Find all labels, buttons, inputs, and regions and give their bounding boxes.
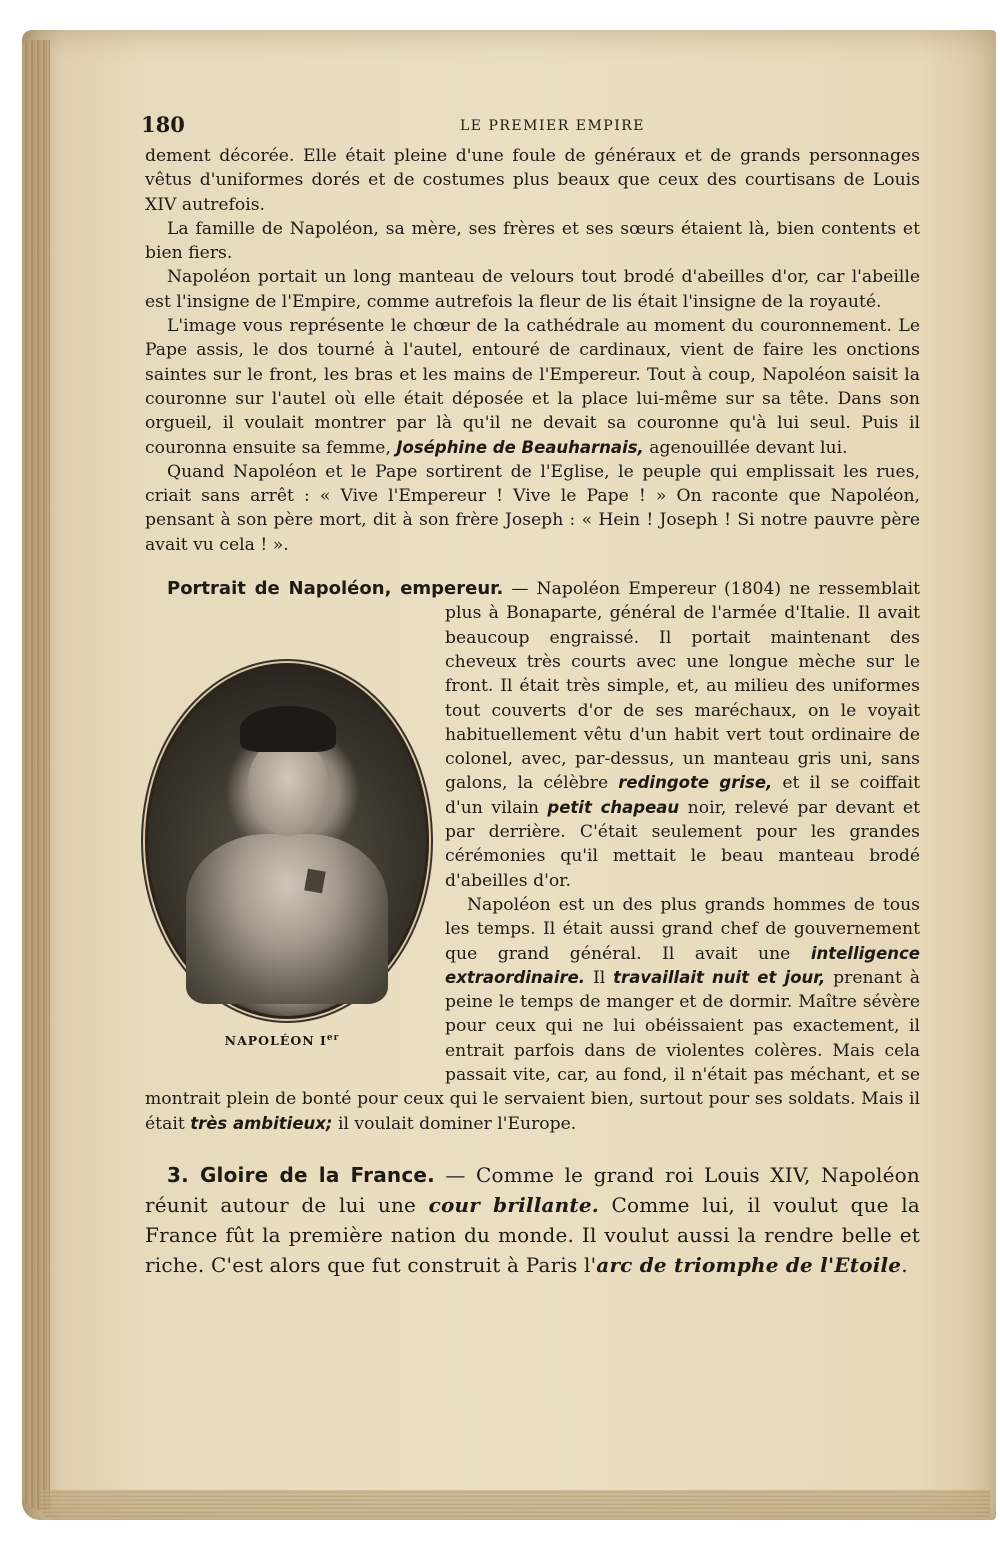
paragraph-text: Il xyxy=(585,967,614,988)
section-title-gloire: 3. Gloire de la France. xyxy=(167,1162,435,1187)
paragraph-text: agenouillée devant lui. xyxy=(643,437,848,458)
emphasis-redingote: redingote grise, xyxy=(618,773,773,793)
paragraph: Napoléon portait un long manteau de velours tout brodé d'abeilles d'or, car l'abeille est l'insigne de l'Empire, comme autrefois la fleur de lis était l'insigne de la royauté. xyxy=(145,267,920,312)
page-edge xyxy=(22,40,50,1510)
portrait-medal xyxy=(304,869,326,894)
caption-superscript: er xyxy=(326,1033,340,1044)
emphasis-josephine: Joséphine de Beauharnais, xyxy=(396,437,644,457)
page-number: 180 xyxy=(141,112,185,137)
portrait-figure xyxy=(123,625,441,1087)
paragraph: Quand Napoléon et le Pape sortirent de l'Eglise, le peuple qui emplissait les rues, criait sans arrêt : « Vive l'Empereur ! Vive le Pape ! » On raconte que Napoléon, pensant à son père mort, dit à son frère Joseph : « Hein ! Joseph ! Si notre pauvre père avait vu cela ! ». xyxy=(145,461,920,555)
emphasis-arc: arc de triomphe de l'Etoile xyxy=(596,1252,902,1277)
emphasis-chapeau: petit chapeau xyxy=(547,797,680,817)
emphasis-ambitieux: très ambitieux; xyxy=(190,1113,333,1133)
page-text xyxy=(141,110,921,1280)
emphasis-intelligence: intelligence extraordinaire. xyxy=(445,943,920,987)
gloire-paragraph xyxy=(145,1160,920,1280)
paragraph-text: et il se coiffait d'un vilain xyxy=(445,773,920,818)
portrait-hair xyxy=(240,706,336,752)
dash: — xyxy=(434,1162,476,1187)
paragraph-text: Napoléon est un des plus grands hommes de tous les temps. Il était aussi grand chef de gouvernement que grand général. Il avait une xyxy=(445,894,920,964)
paragraph-text: prenant à peine le temps de manger et de dormir. Maître sévère pour ceux qui ne lui obéissaient pas exactement, il entrait parfois dans de violentes colères. Mais cela passait vite, car, au fond, il n'était pas méchant, et se montrait plein de bonté pour ceux qui le servaient bien, surtout pour ses soldats. Mais il était xyxy=(145,967,921,1134)
napoleon-portrait-image xyxy=(145,663,429,1019)
paragraph-text: Comme le grand roi Louis XIV, Napoléon réunit autour de lui une xyxy=(145,1162,920,1217)
paragraph-text: Comme lui, il voulut que la France fût la première nation du monde. Il voulut aussi la rendre belle et riche. C'est alors que fut construit à Paris l' xyxy=(145,1192,920,1277)
paragraph-text: Napoléon Empereur (1804) ne ressemblait plus à Bonaparte, général de l'armée d'Italie. Il avait beaucoup engraissé. Il portait maintenant des cheveux très courts avec une longue mèche sur le front. Il était très simple, et, au milieu des uniformes tout couverts d'or de ses maréchaux, on le voyait habituellement vêtu d'un habit vert tout ordinaire de colonel, avec, par-dessus, un manteau gris uni, sans galons, la célèbre xyxy=(445,579,920,794)
paragraph-text: . xyxy=(901,1252,908,1277)
page-bottom-edge xyxy=(40,1490,990,1520)
emphasis-travail: travaillait nuit et jour, xyxy=(613,967,826,987)
portrait-face xyxy=(248,740,328,836)
running-title: LE PREMIER EMPIRE xyxy=(460,118,645,134)
paragraph-text: L'image vous représente le chœur de la cathédrale au moment du couronnement. Le Pape assis, le dos tourné à l'autel, entouré de cardinaux, vient de faire les onctions saintes sur le front, les bras et les mains de l'Empereur. Tout à coup, Napoléon saisit la couronne sur l'autel où elle était déposée et la place lui-même sur sa tête. Dans son orgueil, il voulait montrer par là qu'il ne devait sa couronne qu'à lui seul. Puis il couronna ensuite sa femme, xyxy=(145,316,920,458)
portrait-coat xyxy=(186,834,388,1004)
portrait-caption xyxy=(123,1033,441,1048)
paragraph: La famille de Napoléon, sa mère, ses frères et ses sœurs étaient là, bien contents et bien fiers. xyxy=(145,218,920,264)
paragraph: dement décorée. Elle était pleine d'une foule de généraux et de grands personnages vêtus d'uniformes dorés et de costumes plus beaux que ceux des courtisans de Louis XIV autrefois. xyxy=(145,146,920,215)
page-header xyxy=(141,110,920,144)
section-title-portrait: Portrait de Napoléon, empereur. xyxy=(167,578,504,600)
emphasis-cour: cour brillante. xyxy=(428,1192,599,1217)
portrait-section xyxy=(145,577,920,1136)
dash: — xyxy=(503,579,537,600)
paragraph-text: noir, relevé par devant et par derrière. C'était seulement pour les grandes cérémonies qu'il mettait le beau manteau brodé d'abeilles d'or. xyxy=(445,797,920,891)
gloire-section xyxy=(145,1160,920,1280)
caption-text: NAPOLÉON I xyxy=(224,1033,327,1049)
paragraph xyxy=(145,314,920,460)
paragraph-text: il voulait dominer l'Europe. xyxy=(332,1113,577,1134)
